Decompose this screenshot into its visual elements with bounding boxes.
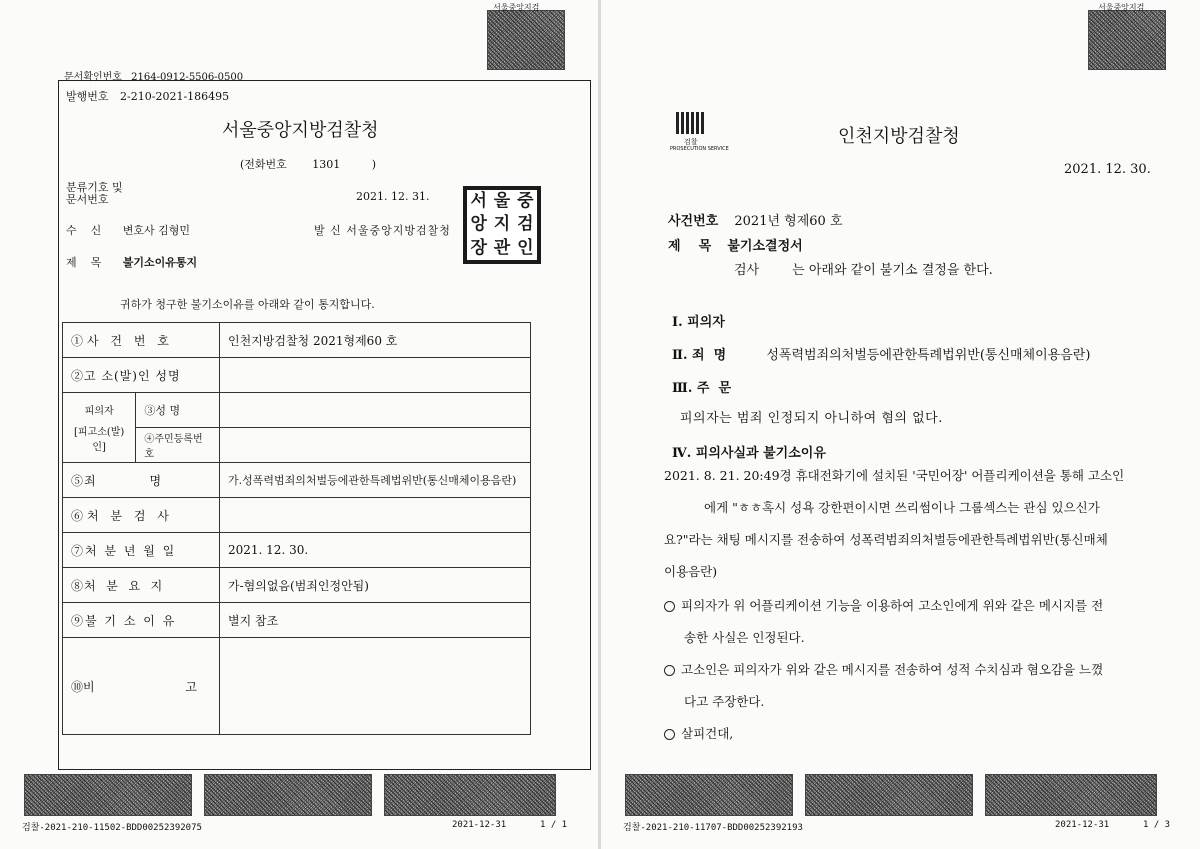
- suspect-rrn-value: [220, 428, 531, 463]
- table-row: [63, 393, 531, 428]
- subject-line: [66, 254, 197, 270]
- table-row: [63, 323, 531, 358]
- suspect-label-1: 피의자: [84, 406, 114, 417]
- security-pattern-bottom-3: [985, 774, 1157, 816]
- table-row: [63, 568, 531, 603]
- security-pattern-bottom-1: [24, 774, 192, 816]
- paragraph-1-line-4: 이용음란): [664, 564, 718, 579]
- decision-subject-text: 불기소결정서: [727, 239, 803, 254]
- remarks-value: [220, 638, 531, 735]
- paragraph-1-line-1: 2021. 8. 21. 20:49경 휴대전화기에 설치된 '국민어장' 어플리케이션을 통해 고소인: [664, 468, 1125, 483]
- decision-date: 2021. 12. 30.: [1064, 162, 1151, 177]
- case-number-label: 사건번호: [668, 214, 719, 229]
- suspect-name-label: ③성 명: [136, 393, 220, 428]
- paragraph-1-line-3: 요?"라는 채팅 메시지를 전송하여 성폭력범죄의처벌등에관한특례법위반(통신매체: [664, 532, 1108, 547]
- decision-intro: 검사 는 아래와 같이 불기소 결정을 한다.: [734, 263, 993, 278]
- section-2-heading: Ⅱ. 죄 명: [672, 348, 727, 363]
- footer-page: 1 / 3: [1143, 820, 1171, 830]
- remarks-label-b: 고: [185, 679, 197, 694]
- issue-label: 발행번호: [66, 90, 109, 103]
- decision-subject-line: [668, 235, 803, 254]
- case-number-value: 2021년 형제60 호: [734, 214, 843, 229]
- footer-code: 검찰-2021-210-11707-BDD00252392193: [623, 823, 803, 833]
- security-pattern-bottom-2: [204, 774, 372, 816]
- phone-close: ): [371, 158, 377, 171]
- section-3-heading: Ⅲ. 주 문: [672, 381, 732, 396]
- intro-text: 귀하가 청구한 불기소이유를 아래와 같이 통지합니다.: [120, 298, 375, 311]
- subject-text: 불기소이유통지: [122, 256, 198, 269]
- bullet-2-line-2: 다고 주장한다.: [684, 694, 765, 709]
- security-pattern-bottom-3: [384, 774, 556, 816]
- circle-bullet-icon: [664, 729, 675, 740]
- table-row: [63, 533, 531, 568]
- security-pattern-top: [487, 10, 565, 70]
- left-document-page: [0, 0, 598, 849]
- bullet-2-line-1: [664, 660, 1103, 678]
- phone-number: 1301: [312, 158, 341, 171]
- suspect-label-2: [피고소(발)인]: [73, 427, 125, 453]
- prosecution-logo-icon: [676, 112, 704, 134]
- recipient-label: 수 신: [66, 224, 102, 237]
- section-4-heading: Ⅳ. 피의사실과 불기소이유: [672, 446, 826, 461]
- bullet-1-line-1: [664, 596, 1103, 614]
- footer-page: 1 / 1: [540, 820, 568, 830]
- phone-label: (전화번호: [240, 158, 287, 171]
- remarks-label-a: ⑩비: [71, 679, 95, 694]
- corner-label: 서울중앙지검: [1098, 3, 1145, 12]
- section-1-heading: Ⅰ. 피의자: [672, 315, 725, 330]
- case-number-line: [668, 210, 843, 229]
- issue-number: 2-210-2021-186495: [120, 90, 230, 103]
- official-seal: 서 울 중 앙 지 검 장 관 인: [463, 186, 541, 264]
- non-indictment-reason-label: ⑨불 기 소 이 유: [63, 603, 220, 638]
- classification-label-1: 분류기호 및: [66, 181, 123, 194]
- case-number-label: ①사 건 번 호: [63, 323, 220, 358]
- circle-bullet-icon: [664, 601, 675, 612]
- section-2-charge: 성폭력범죄의처벌등에관한특례법위반(통신매체이용음란): [766, 348, 1091, 363]
- section-3-body: 피의자는 범죄 인정되지 아니하여 혐의 없다.: [680, 411, 943, 426]
- bullet-1-text: 피의자가 위 어플리케이션 기능을 이용하여 고소인에게 위와 같은 메시지를 전: [681, 598, 1104, 613]
- prosecutor-label: ⑥처 분 검 사: [63, 498, 220, 533]
- sender-line: 발 신 서울중앙지방검찰청: [314, 224, 451, 237]
- subject-label: 제 목: [66, 256, 102, 269]
- logo-text: 검찰: [684, 138, 698, 146]
- security-pattern-bottom-2: [805, 774, 973, 816]
- footer-code: 검찰-2021-210-11502-BDD00252392075: [22, 823, 202, 833]
- charge-value: 가.성폭력범죄의처벌등에관한특례법위반(통신매체이용음란): [220, 463, 531, 498]
- complainant-value: [220, 358, 531, 393]
- table-row: [63, 603, 531, 638]
- classification-label: [66, 182, 123, 206]
- corner-label: 서울중앙지검: [493, 3, 540, 12]
- bullet-3-text: 살피건대,: [681, 726, 734, 741]
- disposition-summary-value: 가-혐의없음(범죄인정안됨): [220, 568, 531, 603]
- paragraph-1-line-2: 에게 "ㅎㅎ혹시 성욕 강한편이시면 쓰리썸이나 그룹섹스는 관심 있으신가: [704, 500, 1100, 515]
- charge-label: ⑤죄 명: [63, 463, 220, 498]
- recipient-line: [66, 222, 190, 238]
- prosecutor-value: [220, 498, 531, 533]
- issuing-office: 서울중앙지방검찰청: [222, 120, 379, 141]
- doc-confirm-label: 문서확인번호: [64, 72, 122, 83]
- logo-subtext: PROSECUTION SERVICE: [670, 146, 729, 152]
- table-row: [63, 638, 531, 735]
- decision-office: 인천지방검찰청: [838, 126, 960, 147]
- remarks-label: [63, 638, 220, 735]
- suspect-label: [63, 393, 136, 463]
- bullet-3-line: [664, 724, 733, 742]
- circle-bullet-icon: [664, 665, 675, 676]
- phone-line: [240, 156, 376, 172]
- table-row: [63, 358, 531, 393]
- disposition-date-label: ⑦처 분 년 월 일: [63, 533, 220, 568]
- issue-number-line: [66, 88, 229, 104]
- recipient-name: 변호사 김형민: [122, 224, 191, 237]
- notice-form-table: [62, 322, 531, 735]
- suspect-rrn-label: ④주민등록번호: [136, 428, 220, 463]
- bullet-1-line-2: 송한 사실은 인정된다.: [684, 630, 805, 645]
- bullet-2-text: 고소인은 피의자가 위와 같은 메시지를 전송하여 성적 수치심과 혐오감을 느꼈: [681, 662, 1104, 677]
- disposition-date-value: 2021. 12. 30.: [220, 533, 531, 568]
- security-pattern-top: [1088, 10, 1166, 70]
- case-number-value: 인천지방검찰청 2021형제60 호: [220, 323, 531, 358]
- security-pattern-bottom-1: [625, 774, 793, 816]
- footer-date: 2021-12-31: [452, 820, 507, 830]
- table-row: [63, 463, 531, 498]
- doc-confirm-number: 2164-0912-5506-0500: [131, 72, 244, 83]
- table-row: [63, 498, 531, 533]
- classification-label-2: 문서번호: [66, 193, 109, 206]
- complainant-label: ②고 소(발)인 성명: [63, 358, 220, 393]
- disposition-summary-label: ⑧처 분 요 지: [63, 568, 220, 603]
- decision-subject-label: 제 목: [668, 239, 712, 254]
- section-2-line: [672, 344, 1090, 363]
- footer-date: 2021-12-31: [1055, 820, 1110, 830]
- non-indictment-reason-value: 별지 참조: [220, 603, 531, 638]
- notice-date: 2021. 12. 31.: [356, 190, 430, 203]
- suspect-name-value: [220, 393, 531, 428]
